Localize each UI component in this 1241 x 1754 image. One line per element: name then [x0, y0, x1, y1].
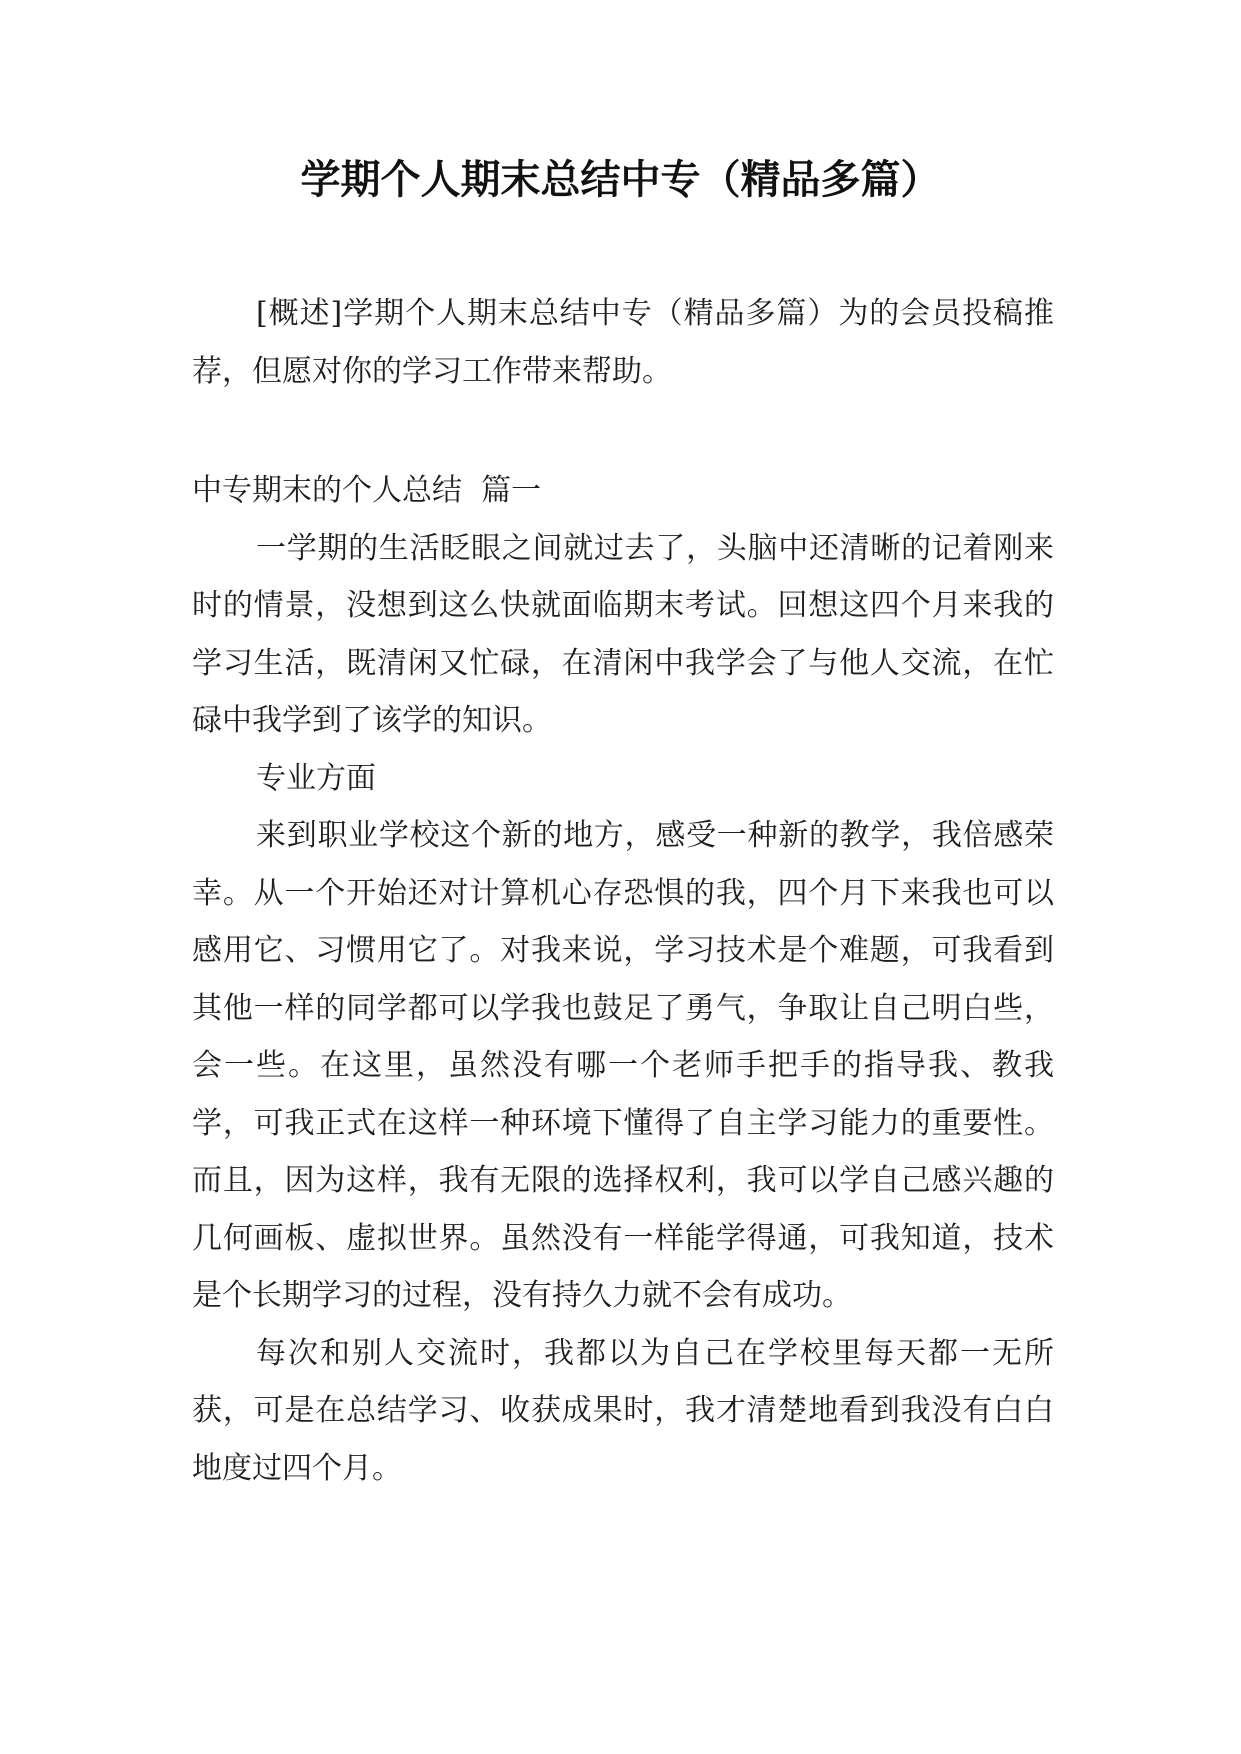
document-title: 学期个人期末总结中专（精品多篇） [300, 157, 941, 203]
subheading-professional: 专业方面 [256, 760, 376, 796]
section-heading: 中专期末的个人总结 篇一 [192, 473, 542, 508]
summary-paragraph: [概述]学期个人期末总结中专（精品多篇）为的会员投稿推荐，但愿对你的学习工作带来帮助。 [192, 296, 1054, 389]
summary-block [192, 285, 1054, 400]
paragraph-1: 一学期的生活眨眼之间就过去了，头脑中还清晰的记着刚来时的情景，没想到这么快就面临期末考试。回想这四个月来我的学习生活，既清闲又忙碌，在清闲中我学会了与他人交流，在忙碌中我学到了该学的知识。 [192, 530, 1054, 738]
paragraph-2: 来到职业学校这个新的地方，感受一种新的教学，我倍感荣幸。从一个开始还对计算机心存恐惧的我，四个月下来我也可以感用它、习惯用它了。对我来说，学习技术是个难题，可我看到其他一样的同学都可以学我也鼓足了勇气，争取让自己明白些，会一些。在这里，虽然没有哪一个老师手把手的指导我、教我学，可我正式在这样一种环境下懂得了自主学习能力的重要性。而且，因为这样，我有无限的选择权利，我可以学自己感兴趣的几何画板、虚拟世界。虽然没有一样能学得通，可我知道，技术是个长期学习的过程，没有持久力就不会有成功。 [192, 818, 1054, 1313]
paragraph-3: 每次和别人交流时，我都以为自己在学校里每天都一无所获，可是在总结学习、收获成果时，我才清楚地看到我没有白白地度过四个月。 [192, 1335, 1054, 1486]
main-content [192, 462, 1054, 1497]
